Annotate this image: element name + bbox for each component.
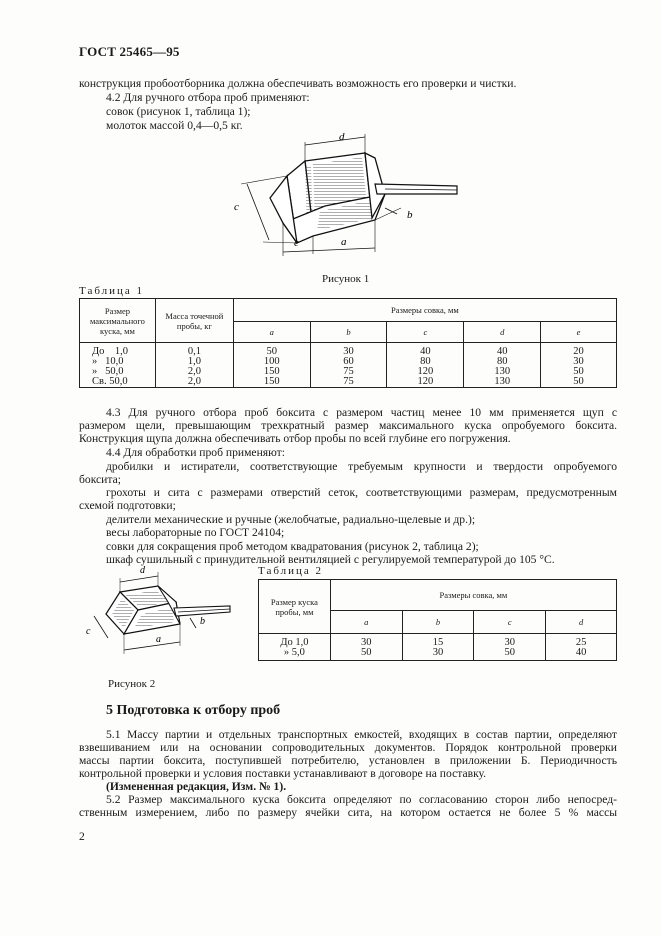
table-cell: 15 30 (402, 634, 474, 661)
section-5-title: 5 Подготовка к отбору проб (106, 703, 281, 718)
dim-label-d: d (140, 565, 145, 576)
dim-label-c: c (86, 626, 91, 637)
paragraph-5-1: 5.1 Массу партии и отдельных транспортных емкостей, входящих в состав партии, определяют (106, 728, 617, 741)
table-cell: 20 30 50 50 (541, 343, 617, 388)
figure-2-caption: Рисунок 2 (108, 678, 156, 690)
list-item: весы лабораторные по ГОСТ 24104; (106, 526, 285, 539)
table-1 (79, 298, 617, 388)
paragraph-line: конструкция пробоотборника должна обеспечивать возможность его проверки и чистки. (79, 77, 517, 90)
list-item: молоток массой 0,4—0,5 кг. (106, 119, 243, 132)
paragraph-line: ственным измерением, либо по размеру ячейки сита, на котором остается не более 5 % массы (79, 806, 617, 819)
table-1-body (80, 343, 617, 388)
table-1-caption: Таблица 1 (79, 285, 145, 297)
table-cell: До 1,0 » 10,0 » 50,0 Св. 50,0 (80, 343, 156, 388)
table-cell: 40 80 120 120 (387, 343, 464, 388)
paragraph-5-2: 5.2 Размер максимального куска боксита определяют по согласованию сторон либо непосред- (106, 793, 617, 806)
table-2-header-size: Размер куска пробы, мм (259, 580, 331, 634)
table-cell: 0,1 1,0 2,0 2,0 (155, 343, 233, 388)
figure-1-caption: Рисунок 1 (322, 273, 370, 285)
paragraph-4-4: 4.4 Для обработки проб применяют: (106, 446, 285, 459)
table-2-body (259, 634, 617, 661)
dim-label-c: c (234, 201, 239, 213)
table-2-caption: Таблица 2 (258, 565, 324, 577)
figure-2-scoop-drawing (80, 562, 250, 662)
list-item: совок (рисунок 1, таблица 1); (106, 105, 251, 118)
page-number: 2 (79, 830, 85, 843)
table-2-subheader: d (546, 611, 617, 634)
dim-label-b: b (200, 616, 205, 627)
list-item: боксита; (79, 473, 121, 486)
list-item: грохоты и сита с размерами отверстий сеток, соответствующими размерам, предусмотренным (106, 486, 617, 499)
table-2-subheader: c (474, 611, 546, 634)
table-cell: До 1,0 » 5,0 (259, 634, 331, 661)
paragraph-4-2: 4.2 Для ручного отбора проб применяют: (106, 91, 310, 104)
dim-label-d: d (339, 131, 345, 143)
list-item: делители механические и ручные (желобчатые, радиально-щелевые и др.); (106, 513, 476, 526)
dim-label-b: b (407, 209, 413, 221)
list-item: дробилки и истиратели, соответствующие требуемым крупности и твердости опробуемого (106, 460, 617, 473)
table-1-subheader: e (541, 322, 617, 343)
paragraph-line: размером щели, превышающим трехкратный размер максимального куска опробуемого боксита. (79, 419, 617, 432)
paragraph-line: массы партии боксита, поступившей потребителю, установлен в приложении Б. Периодичность (79, 754, 617, 767)
table-2 (258, 579, 617, 661)
table-cell: 40 80 130 130 (464, 343, 541, 388)
table-1-header-mass: Масса точечной пробы, кг (155, 299, 233, 343)
table-2-header-group: Размеры совка, мм (330, 580, 616, 611)
document-code: ГОСТ 25465—95 (79, 44, 180, 59)
table-1-subheader: c (387, 322, 464, 343)
list-item: шкаф сушильный с принудительной вентиляцией с регулируемой температурой до 105 °С. (106, 553, 555, 566)
dim-label-a: a (156, 634, 161, 645)
paragraph-line: контрольной проверки и условия поставки устанавливают в договоре на поставку. (79, 767, 487, 780)
list-item: схемой подготовки; (79, 499, 176, 512)
table-1-header-size: Размер максимального куска, мм (80, 299, 156, 343)
table-1-header-group: Размеры совка, мм (233, 299, 616, 322)
figure-1-scoop-drawing (225, 128, 475, 264)
table-cell: 50 100 150 150 (233, 343, 310, 388)
table-1-subheader: d (464, 322, 541, 343)
table-1-subheader: b (310, 322, 387, 343)
table-1-subheader: a (233, 322, 310, 343)
dim-label-a: a (341, 236, 347, 248)
list-item: совки для сокращения проб методом квадратования (рисунок 2, таблица 2); (106, 540, 479, 553)
table-2-subheader: b (402, 611, 474, 634)
edition-note: (Измененная редакция, Изм. № 1). (106, 780, 287, 793)
paragraph-line: Конструкция щупа должна обеспечивать отбор пробы по всей глубине его погружения. (79, 432, 511, 445)
table-cell: 30 50 (330, 634, 402, 661)
table-2-subheader: a (330, 611, 402, 634)
table-cell: 30 60 75 75 (310, 343, 387, 388)
paragraph-4-3: 4.3 Для ручного отбора проб боксита с размером частиц менее 10 мм применяется щуп с (106, 406, 617, 419)
dim-label-e: e (294, 237, 299, 249)
table-cell: 25 40 (546, 634, 617, 661)
table-cell: 30 50 (474, 634, 546, 661)
paragraph-line: взвешиванием или на основании сопроводительных документов. Порядок контрольной проверки (79, 741, 617, 754)
